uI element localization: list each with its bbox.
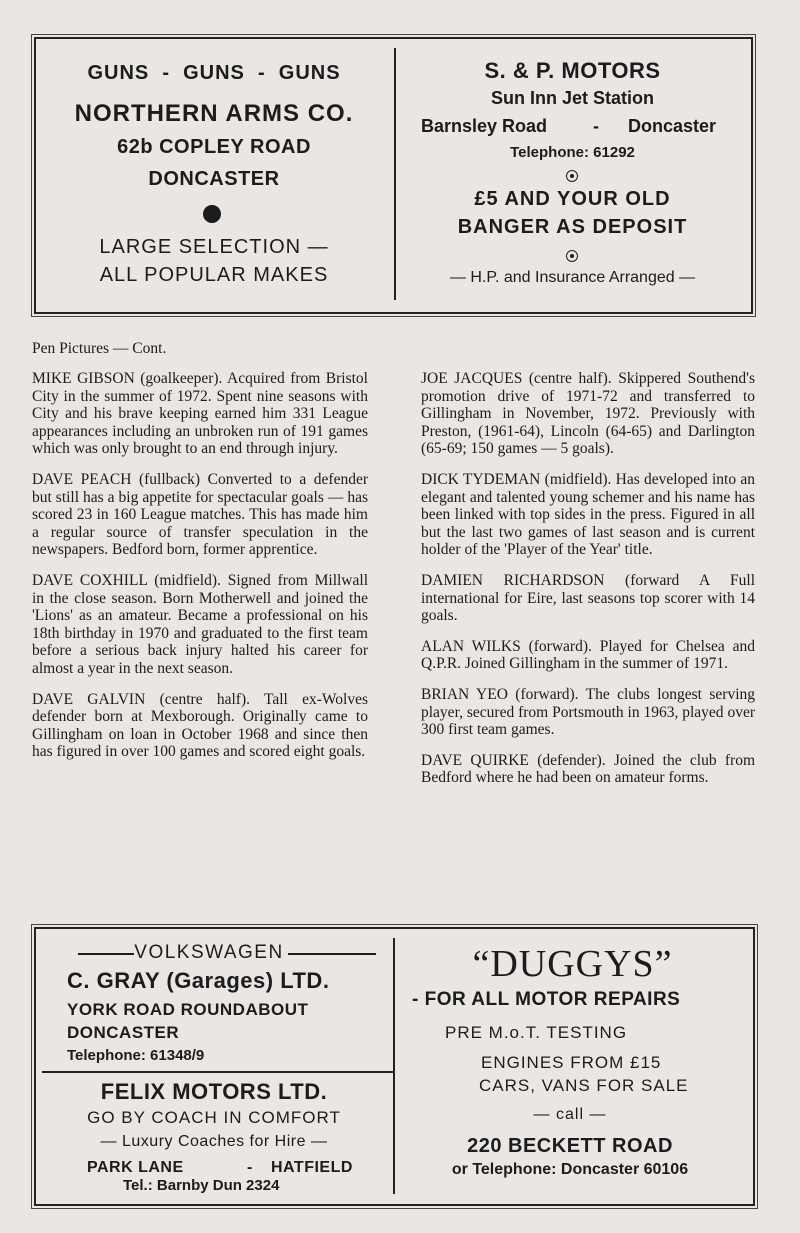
sp-motors-dash: -: [593, 116, 599, 136]
sp-motors-station: Sun Inn Jet Station: [490, 88, 654, 108]
player-name: MIKE GIBSON: [32, 370, 135, 387]
player-description: (defender). Joined the club from Bedford where he had been on amateur forms.: [421, 751, 755, 787]
felix-tagline: GO BY COACH IN COMFORT: [87, 1108, 341, 1127]
duggys-phone: or Telephone: Doncaster 60106: [451, 1161, 689, 1178]
player-entry: [32, 572, 368, 678]
player-name: DICK TYDEMAN: [421, 470, 541, 488]
sp-motors-phone: Telephone: 61292: [510, 144, 635, 161]
gray-address: YORK ROAD ROUNDABOUT: [67, 1000, 309, 1019]
player-name: ALAN WILKS: [421, 637, 521, 655]
rule-line: [288, 953, 376, 955]
player-entry: [32, 370, 368, 458]
player-description: (midfield). Signed from Millwall in the close season. Born Motherwell and joined the 'Lions' as an amateur. Became a professional on his 18th birthday in 1970 and graduated to the first team before a serious back injury halted his career for almost a year in the next season.: [32, 571, 368, 677]
player-description: (forward). The clubs longest serving player, secured from Portsmouth in 1963, played over 300 first team games.: [421, 685, 755, 739]
gray-town: DONCASTER: [67, 1023, 180, 1042]
felix-place: PARK LANE: [87, 1159, 184, 1176]
player-description: (fullback) Converted to a defender but still has a big appetite for spectacular goals — has scored 23 in 160 League matches. This has made him a regular source of transfer speculation in the newspapers. Bedford born, former apprentice.: [32, 470, 369, 559]
sp-motors-offer-line2: BANGER AS DEPOSIT: [457, 216, 688, 238]
top-advert-divider: [394, 48, 396, 300]
player-name: JOE JACQUES: [421, 370, 523, 387]
duggys-call: — call —: [533, 1106, 607, 1123]
duggys-tagline: - FOR ALL MOTOR REPAIRS: [412, 989, 681, 1010]
duggys-cars: CARS, VANS FOR SALE: [479, 1076, 689, 1095]
northern-line2: ALL POPULAR MAKES: [99, 264, 329, 286]
section-title: Pen Pictures — Cont.: [32, 340, 167, 357]
duggys-engines: ENGINES FROM £15: [481, 1053, 662, 1072]
player-entry: [421, 572, 755, 625]
player-description: (centre half). Tall ex-Wolves defender born at Mexborough. Originally came to Gillingham on loan in October 1968 and since then has figured in over 100 games and scored eight goals.: [32, 690, 368, 761]
northern-name: NORTHERN ARMS CO.: [74, 100, 354, 127]
player-entry: [421, 370, 755, 458]
bottom-advert-divider: [393, 938, 395, 1194]
player-name: DAVE PEACH: [32, 470, 132, 488]
northern-town: DONCASTER: [148, 168, 280, 190]
duggys-mot: PRE M.o.T. TESTING: [445, 1023, 628, 1042]
gray-phone: Telephone: 61348/9: [67, 1047, 205, 1064]
gray-name: C. GRAY (Garages) LTD.: [67, 968, 330, 993]
northern-line1: LARGE SELECTION —: [99, 236, 329, 258]
felix-dash: -: [247, 1159, 253, 1176]
player-name: BRIAN YEO: [421, 685, 508, 703]
player-name: DAMIEN RICHARDSON: [421, 571, 605, 589]
felix-name: FELIX MOTORS LTD.: [100, 1079, 328, 1104]
rule-line: [78, 953, 134, 955]
player-name: DAVE GALVIN: [32, 690, 146, 708]
sp-motors-name: S. & P. MOTORS: [484, 58, 661, 83]
right-column: [421, 370, 755, 787]
player-entry: [32, 691, 368, 761]
player-entry: [32, 471, 368, 559]
player-description: (forward A Full international for Eire, last seasons top scorer with 14 goals.: [421, 571, 756, 625]
duggys-name: “DUGGYS”: [472, 943, 673, 985]
felix-hire: — Luxury Coaches for Hire —: [100, 1133, 328, 1150]
sp-motors-offer-line1: £5 AND YOUR OLD: [474, 188, 671, 210]
sp-motors-footer: — H.P. and Insurance Arranged —: [449, 269, 696, 286]
northern-headline: GUNS - GUNS - GUNS: [87, 62, 341, 84]
player-entry: [421, 638, 755, 673]
felix-phone: Tel.: Barnby Dun 2324: [123, 1177, 280, 1194]
left-column: [32, 370, 368, 761]
gray-make: VOLKSWAGEN: [134, 942, 284, 963]
player-description: (goalkeeper). Acquired from Bristol City in the summer of 1972. Spent nine seasons with City and his brave keeping earned him 331 League appearances including an unbroken run of 191 games which was only brought to an end through injury.: [32, 370, 368, 458]
player-entry: [421, 752, 755, 787]
sp-motors-road: Barnsley Road: [421, 116, 548, 136]
target-dot-icon: [566, 170, 578, 182]
target-dot-icon: [566, 250, 578, 262]
duggys-address: 220 BECKETT ROAD: [467, 1135, 673, 1157]
sp-motors-town: Doncaster: [628, 116, 717, 136]
bottom-left-divider: [42, 1071, 394, 1073]
player-entry: [421, 686, 755, 739]
player-name: DAVE QUIRKE: [421, 751, 529, 769]
player-description: (forward). Played for Chelsea and Q.P.R. Joined Gillingham in the summer of 1971.: [421, 637, 756, 673]
player-entry: [421, 471, 755, 559]
player-description: (midfield). Has developed into an elegant and talented young schemer and his name has been linked with top sides in the press. Figured in all but the last two games of last season and is current holder of the 'Player of the Year' title.: [421, 470, 755, 559]
felix-town: HATFIELD: [271, 1159, 353, 1176]
player-name: DAVE COXHILL: [32, 571, 148, 589]
northern-address: 62b COPLEY ROAD: [117, 136, 311, 158]
bullet-dot-icon: [203, 205, 221, 223]
player-description: (centre half). Skippered Southend's promotion drive of 1971-72 and transferred to Gillingham in November, 1972. Previously with Preston, (1961-64), Lincoln (64-65) and Darlington (65-69; 150 games — 5 goals).: [421, 370, 755, 458]
